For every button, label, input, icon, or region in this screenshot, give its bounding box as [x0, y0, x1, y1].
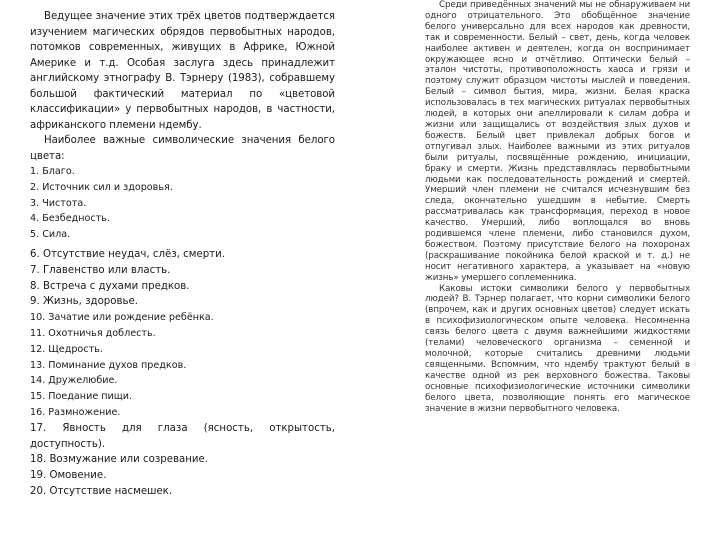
- list-item: 2. Источник сил и здоровья.: [30, 181, 173, 193]
- list-item: 18. Возмужание или созревание.: [30, 454, 209, 466]
- intro-paragraph: Ведущее значение этих трёх цветов подтверждается изучением магических обрядов первобытных народов, потомков современных, живущих в Африке, Южной Америке и т.д. Особая заслуга здесь принадлежит английскому этнографу В. Тэрнеру (1983), собравшему большой фактический материал по «цветовой классификации» у первобытных народов, в частности, африканского племени ндембу.: [30, 11, 335, 131]
- list-item: 13. Поминание духов предков.: [30, 359, 187, 371]
- list-item: 16. Размножение.: [30, 406, 121, 418]
- symbolic-meanings-list-d: [30, 421, 335, 500]
- symbolic-meanings-list-a: [30, 164, 335, 243]
- list-item: 4. Безбедность.: [30, 213, 110, 225]
- right-page: [425, 0, 690, 540]
- list-item: 1. Благо.: [30, 166, 75, 177]
- list-item: 10. Зачатие или рождение ребёнка.: [30, 312, 214, 324]
- paragraph-origins: Каковы истоки символики белого у первобытных людей? В. Тэрнер полагает, что корни символики белого (впрочем, как и других основных цветов) следует искать в психофизиологическом опыте человека. Несомненна связь белого цвета с двумя важнейшими жидкостями (телами) человеческого организма – семенной и молочной, которые считались древними людьми священными. Вспомним, что ндембу трактуют белый в качестве одной из рек верховного божества. Таковы основные психофизиологические источники символики белого цвета, позволяющие понять его магическое значение в жизни первобытного человека.: [425, 283, 690, 414]
- left-page: [30, 0, 335, 540]
- list-item: 3. Чистота.: [30, 197, 87, 209]
- list-item: 6. Отсутствие неудач, слёз, смерти.: [30, 248, 225, 260]
- list-item: 11. Охотничья доблесть.: [30, 327, 156, 339]
- list-item: 9. Жизнь, здоровье.: [30, 296, 139, 308]
- list-item: 14. Дружелюбие.: [30, 375, 118, 387]
- list-item: 8. Встреча с духами предков.: [30, 280, 190, 292]
- list-item: 19. Омовение.: [30, 470, 107, 482]
- list-intro: Наиболее важные символические значения белого цвета:: [30, 135, 335, 162]
- list-item: 15. Поедание пищи.: [30, 391, 133, 403]
- list-item: 7. Главенство или власть.: [30, 264, 171, 276]
- list-item: 12. Щедрость.: [30, 343, 103, 355]
- symbolic-meanings-list-b: [30, 247, 335, 310]
- list-item: 5. Сила.: [30, 229, 71, 241]
- symbolic-meanings-list-c: [30, 310, 335, 421]
- list-item: 17. Явность для глаза (ясность, открытость, доступность).: [30, 422, 335, 450]
- paragraph-white-meanings: Среди приведённых значений мы не обнаруживаем ни одного отрицательного. Это обобщённое значение белого универсально для всех народов как древности, так и современности. Белый – свет, день, когда человек наиболее активен и деятелен, когда он воспринимает окружающее ясно и отчётливо. Оптически белый – эталон чистоты, противоположность хаоса и грязи и поэтому служит образцом чистоты мыслей и поведения. Белый – символ бытия, мира, жизни. Белая краска использовалась в тех магических ритуалах первобытных людей, в которых они апеллировали к силам добра и жизни или защищались от воздействия злых духов и божеств. Белый цвет привлекал добрых богов и отпугивал злых. Наиболее важными из этих ритуалов были ритуалы, посвящённые рождению, инициации, браку и смерти. Жизнь представлялась первобытными людьми как последовательность рождений и смертей. Умерший член племени не считался исчезнувшим без следа, окончательно ушедшим в небытие. Смерть рассматривалась как трансформация, переход в новое качество. Умерший, либо воплощался во вновь родившемся члене племени, либо становился духом, божеством. Поэтому присутствие белого на похоронах (раскрашивание покойника белой краской и т. д.) не носит негативного характера, а указывает на «новую жизнь» умершего соплеменника.: [425, 0, 690, 283]
- list-item: 20. Отсутствие насмешек.: [30, 485, 173, 497]
